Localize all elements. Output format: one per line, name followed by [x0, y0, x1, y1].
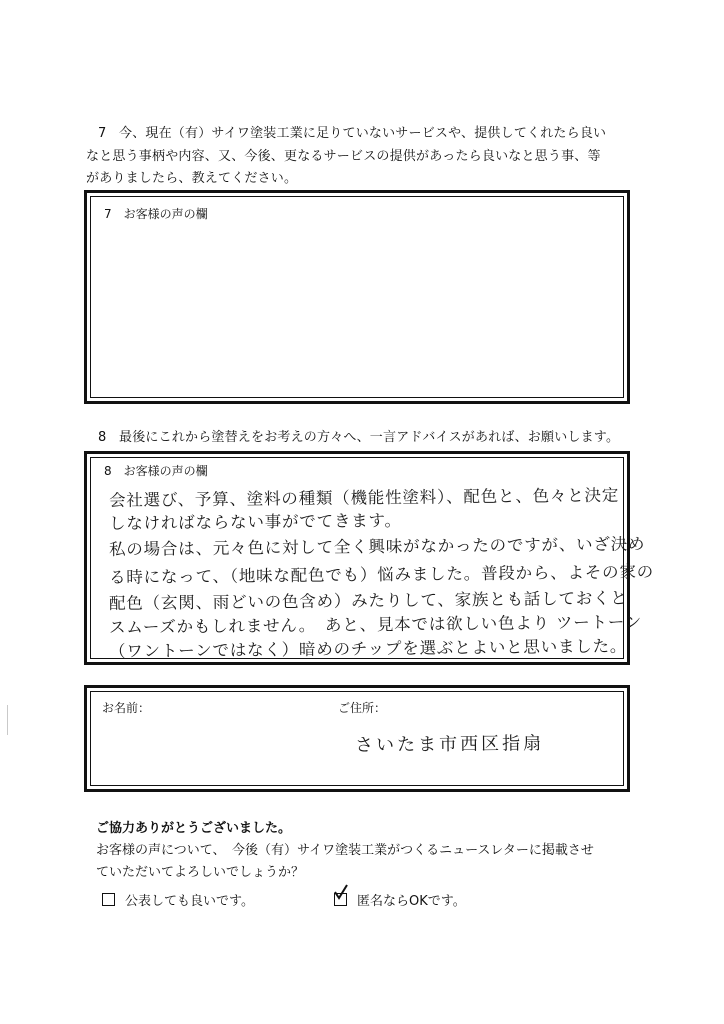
- handwritten-line-6: スムーズかもしれません。 あと、見本では欲しい色より ツートーン: [108, 612, 643, 637]
- question-7-line-2: なと思う事柄や内容、又、今後、更なるサービスの提供があったら良いなと思う事、等: [86, 148, 601, 164]
- question-8-text: 最後にこれから塗替えをお考えの方々へ、一言アドバイスがあれば、お願いします。: [119, 430, 620, 445]
- anonymous-checkbox[interactable]: [334, 893, 347, 906]
- footer: [96, 818, 656, 884]
- option-anonymous-label: 匿名ならOKです。: [357, 894, 466, 909]
- answer-box-7-label: 7 お客様の声の欄: [104, 207, 208, 221]
- answer-box-8-label: 8 お客様の声の欄: [104, 464, 208, 478]
- customer-info-box: [84, 685, 630, 792]
- handwritten-line-7: （ワントーンではなく）暗めのチップを選ぶとよいと思いました。: [108, 636, 628, 661]
- question-8: [86, 427, 646, 450]
- address-handwritten: さいたま市西区指扇: [354, 733, 545, 756]
- handwritten-line-2: しなければならない事がでてきます。: [108, 510, 402, 533]
- thanks-text: ご協力ありがとうございました。: [96, 821, 292, 836]
- question-7-line-1: 今、現在（有）サイワ塗装工業に足りていないサービスや、提供してくれたら良い: [119, 126, 607, 141]
- question-7-number: 7: [98, 126, 107, 141]
- scan-edge-mark: [7, 705, 8, 735]
- name-label: お名前：: [102, 701, 151, 715]
- checkmark-icon: [333, 884, 349, 902]
- option-public-label: 公表しても良いです。: [125, 894, 254, 909]
- handwritten-line-5: 配色（玄関、雨どいの色含め）みたりして、家族とも話しておくと: [108, 588, 628, 613]
- footer-line-1: お客様の声について、 今後（有）サイワ塗装工業がつくるニュースレターに掲載させ: [96, 843, 594, 858]
- address-label: ご住所：: [338, 701, 387, 715]
- footer-line-2: ていただいてよろしいでしょうか？: [96, 865, 305, 880]
- handwritten-line-4: る時になって、（地味な配色でも）悩みました。普段から、よその家の: [108, 562, 655, 587]
- question-7-line-3: がありましたら、教えてください。: [86, 171, 298, 186]
- handwritten-line-1: 会社選び、予算、塗料の種類（機能性塗料）、配色と、色々と決定: [108, 485, 620, 510]
- option-public[interactable]: [102, 890, 254, 909]
- answer-box-8: [84, 451, 655, 665]
- public-checkbox[interactable]: [102, 893, 115, 906]
- option-anonymous[interactable]: [334, 890, 466, 909]
- handwritten-line-3: 私の場合は、元々色に対して全く興味がなかったのですが、いざ決め: [108, 534, 646, 559]
- question-7: [86, 123, 646, 191]
- answer-box-7: [84, 190, 630, 404]
- question-8-number: 8: [98, 430, 107, 445]
